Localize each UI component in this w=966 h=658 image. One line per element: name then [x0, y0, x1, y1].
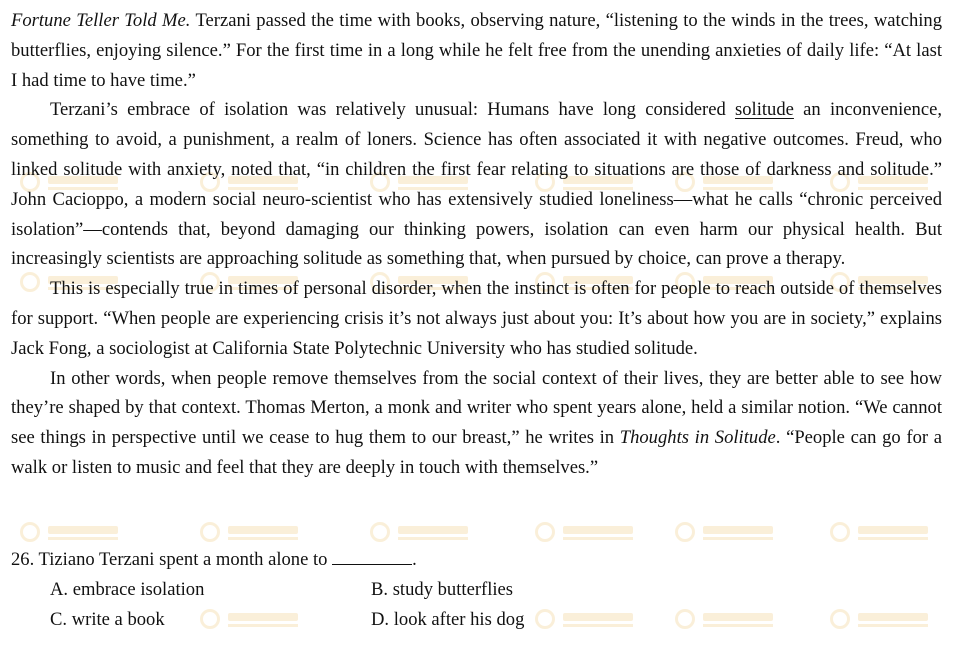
passage-paragraph-1: [11, 6, 942, 95]
paragraph-text: an inconvenience, something to avoid, a punishment, a realm of loners. Science has often associated it with negative outcomes. Freud, who linked solitude with anxiety, noted that, “in children the first fear relating to situations are those of darkness and solitude.” John Cacioppo, a modern social neuro-scientist who has extensively studied loneliness—what he calls “chronic perceived isolation”—contends that, beyond damaging our thinking powers, isolation can even harm our physical health. But increasingly scientists are approaching solitude as something that, when pursued by choice, can prove a therapy.: [11, 99, 942, 270]
watermark-logo: [370, 520, 490, 546]
paragraph-text: This is especially true in times of personal disorder, when the instinct is often for people to reach outside of themselves for support. “When people are experiencing crisis it’s not always just about you: It’s about how you are in society,” explains Jack Fong, a sociologist at California State Polytechnic University who has studied solitude.: [11, 278, 942, 359]
watermark-logo: [200, 520, 320, 546]
option-a[interactable]: A. embrace isolation: [50, 578, 205, 600]
paragraph-text: Terzani passed the time with books, observing nature, “listening to the winds in the trees, watching butterflies, enjoying silence.” For the first time in a long while he felt free from the unending anxieties of daily life: “At last I had time to have time.”: [11, 10, 942, 91]
stem-text: 26. Tiziano Terzani spent a month alone to: [11, 549, 333, 570]
passage-paragraph-2: [11, 95, 942, 274]
watermark-logo: [535, 520, 655, 546]
passage-paragraph-4: [11, 364, 942, 483]
underlined-word: solitude: [735, 99, 794, 121]
paragraph-text: . “People can go for a walk or listen to music and feel that they are deeply in touch with themselves.”: [11, 427, 942, 478]
watermark-logo: [675, 520, 795, 546]
stem-end: .: [412, 549, 417, 570]
passage-paragraph-3: [11, 274, 942, 363]
answer-options: [11, 575, 942, 635]
paragraph-text: In other words, when people remove themselves from the social context of their lives, they are better able to see how they’re shaped by that context. Thomas Merton, a monk and writer who spent years alone, held a similar notion. “We cannot see things in perspective until we cease to hug them to our breast,” he writes in: [11, 367, 942, 449]
answer-blank: [332, 548, 412, 565]
reading-passage: [11, 6, 942, 483]
watermark-logo: [830, 520, 950, 546]
option-c[interactable]: C. write a book: [50, 608, 165, 630]
option-d[interactable]: D. look after his dog: [371, 608, 525, 630]
paragraph-text: Terzani’s embrace of isolation was relatively unusual: Humans have long considered: [50, 99, 736, 121]
watermark-logo: [20, 520, 140, 546]
book-title: Fortune Teller Told Me.: [11, 10, 191, 31]
option-b[interactable]: B. study butterflies: [371, 578, 514, 600]
question-stem: [11, 545, 942, 575]
question-26: [11, 545, 942, 635]
book-title: Thoughts in Solitude: [619, 427, 776, 449]
